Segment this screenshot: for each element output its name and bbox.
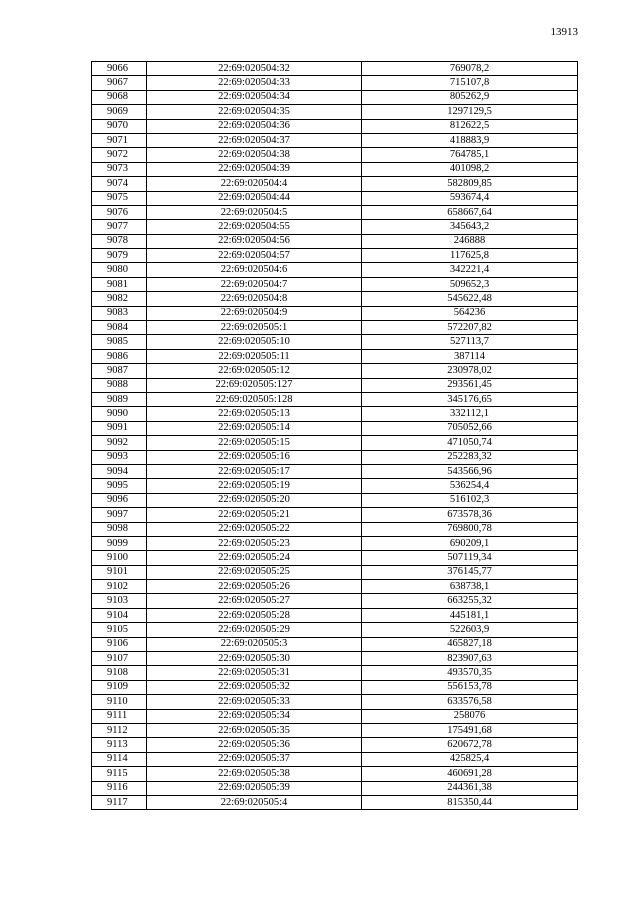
value-cell: 582809,85 <box>362 177 578 191</box>
table-body <box>92 62 578 810</box>
value-cell: 764785,1 <box>362 148 578 162</box>
value-cell: 516102,3 <box>362 493 578 507</box>
row-number-cell: 9113 <box>92 738 147 752</box>
row-number-cell: 9091 <box>92 421 147 435</box>
cadastral-number-cell: 22:69:020505:10 <box>147 335 362 349</box>
table-row <box>92 738 578 752</box>
row-number-cell: 9104 <box>92 608 147 622</box>
row-number-cell: 9069 <box>92 105 147 119</box>
value-cell: 673578,36 <box>362 508 578 522</box>
value-cell: 620672,78 <box>362 738 578 752</box>
row-number-cell: 9114 <box>92 752 147 766</box>
value-cell: 342221,4 <box>362 263 578 277</box>
table-row <box>92 292 578 306</box>
cadastral-number-cell: 22:69:020505:15 <box>147 436 362 450</box>
value-cell: 633576,58 <box>362 695 578 709</box>
cadastral-number-cell: 22:69:020504:34 <box>147 90 362 104</box>
table-row <box>92 321 578 335</box>
cadastral-number-cell: 22:69:020505:30 <box>147 652 362 666</box>
table-row <box>92 62 578 76</box>
table-row <box>92 277 578 291</box>
row-number-cell: 9084 <box>92 321 147 335</box>
cadastral-number-cell: 22:69:020505:4 <box>147 795 362 809</box>
value-cell: 246888 <box>362 234 578 248</box>
cadastral-number-cell: 22:69:020504:38 <box>147 148 362 162</box>
cadastral-number-cell: 22:69:020504:8 <box>147 292 362 306</box>
table-row <box>92 608 578 622</box>
table-row <box>92 551 578 565</box>
cadastral-number-cell: 22:69:020504:39 <box>147 162 362 176</box>
value-cell: 572207,82 <box>362 321 578 335</box>
cadastral-number-cell: 22:69:020504:9 <box>147 306 362 320</box>
cadastral-number-cell: 22:69:020505:39 <box>147 781 362 795</box>
table-row <box>92 263 578 277</box>
value-cell: 805262,9 <box>362 90 578 104</box>
cadastral-number-cell: 22:69:020505:27 <box>147 594 362 608</box>
row-number-cell: 9110 <box>92 695 147 709</box>
row-number-cell: 9071 <box>92 133 147 147</box>
table-row <box>92 436 578 450</box>
value-cell: 509652,3 <box>362 277 578 291</box>
cadastral-number-cell: 22:69:020505:25 <box>147 565 362 579</box>
table-row <box>92 479 578 493</box>
table-row <box>92 421 578 435</box>
cadastral-number-cell: 22:69:020505:29 <box>147 623 362 637</box>
table-row <box>92 652 578 666</box>
table-row <box>92 349 578 363</box>
cadastral-number-cell: 22:69:020505:14 <box>147 421 362 435</box>
value-cell: 401098,2 <box>362 162 578 176</box>
value-cell: 471050,74 <box>362 436 578 450</box>
row-number-cell: 9095 <box>92 479 147 493</box>
row-number-cell: 9076 <box>92 205 147 219</box>
row-number-cell: 9088 <box>92 378 147 392</box>
cadastral-number-cell: 22:69:020505:1 <box>147 321 362 335</box>
row-number-cell: 9080 <box>92 263 147 277</box>
table-row <box>92 637 578 651</box>
row-number-cell: 9085 <box>92 335 147 349</box>
table-row <box>92 220 578 234</box>
table-row <box>92 335 578 349</box>
row-number-cell: 9111 <box>92 709 147 723</box>
table-row <box>92 666 578 680</box>
row-number-cell: 9073 <box>92 162 147 176</box>
row-number-cell: 9086 <box>92 349 147 363</box>
cadastral-number-cell: 22:69:020505:22 <box>147 522 362 536</box>
row-number-cell: 9105 <box>92 623 147 637</box>
value-cell: 345176,65 <box>362 392 578 406</box>
row-number-cell: 9109 <box>92 680 147 694</box>
row-number-cell: 9096 <box>92 493 147 507</box>
table-row <box>92 148 578 162</box>
row-number-cell: 9087 <box>92 364 147 378</box>
table-row <box>92 623 578 637</box>
value-cell: 545622,48 <box>362 292 578 306</box>
value-cell: 252283,32 <box>362 450 578 464</box>
row-number-cell: 9107 <box>92 652 147 666</box>
table-row <box>92 781 578 795</box>
table-row <box>92 249 578 263</box>
value-cell: 556153,78 <box>362 680 578 694</box>
cadastral-number-cell: 22:69:020505:32 <box>147 680 362 694</box>
row-number-cell: 9112 <box>92 723 147 737</box>
cadastral-number-cell: 22:69:020504:33 <box>147 76 362 90</box>
table-row <box>92 407 578 421</box>
value-cell: 258076 <box>362 709 578 723</box>
cadastral-number-cell: 22:69:020505:20 <box>147 493 362 507</box>
row-number-cell: 9077 <box>92 220 147 234</box>
value-cell: 1297129,5 <box>362 105 578 119</box>
value-cell: 527113,7 <box>362 335 578 349</box>
value-cell: 593674,4 <box>362 191 578 205</box>
row-number-cell: 9067 <box>92 76 147 90</box>
row-number-cell: 9089 <box>92 392 147 406</box>
table-row <box>92 695 578 709</box>
row-number-cell: 9066 <box>92 62 147 76</box>
table-row <box>92 378 578 392</box>
cadastral-number-cell: 22:69:020505:28 <box>147 608 362 622</box>
row-number-cell: 9106 <box>92 637 147 651</box>
row-number-cell: 9070 <box>92 119 147 133</box>
cadastral-number-cell: 22:69:020504:35 <box>147 105 362 119</box>
row-number-cell: 9102 <box>92 580 147 594</box>
value-cell: 445181,1 <box>362 608 578 622</box>
value-cell: 244361,38 <box>362 781 578 795</box>
value-cell: 823907,63 <box>362 652 578 666</box>
cadastral-number-cell: 22:69:020505:23 <box>147 536 362 550</box>
table-row <box>92 306 578 320</box>
row-number-cell: 9098 <box>92 522 147 536</box>
table-row <box>92 464 578 478</box>
table-row <box>92 364 578 378</box>
cadastral-number-cell: 22:69:020504:44 <box>147 191 362 205</box>
value-cell: 663255,32 <box>362 594 578 608</box>
cadastral-number-cell: 22:69:020505:33 <box>147 695 362 709</box>
row-number-cell: 9117 <box>92 795 147 809</box>
row-number-cell: 9078 <box>92 234 147 248</box>
row-number-cell: 9081 <box>92 277 147 291</box>
row-number-cell: 9068 <box>92 90 147 104</box>
table-row <box>92 767 578 781</box>
value-cell: 460691,28 <box>362 767 578 781</box>
value-cell: 332112,1 <box>362 407 578 421</box>
row-number-cell: 9075 <box>92 191 147 205</box>
cadastral-number-cell: 22:69:020505:11 <box>147 349 362 363</box>
cadastral-number-cell: 22:69:020505:17 <box>147 464 362 478</box>
table-row <box>92 536 578 550</box>
row-number-cell: 9099 <box>92 536 147 550</box>
cadastral-number-cell: 22:69:020505:3 <box>147 637 362 651</box>
table-row <box>92 493 578 507</box>
cadastral-number-cell: 22:69:020505:34 <box>147 709 362 723</box>
cadastral-number-cell: 22:69:020505:12 <box>147 364 362 378</box>
value-cell: 418883,9 <box>362 133 578 147</box>
value-cell: 815350,44 <box>362 795 578 809</box>
cadastral-number-cell: 22:69:020505:19 <box>147 479 362 493</box>
table-row <box>92 119 578 133</box>
table-row <box>92 795 578 809</box>
value-cell: 638738,1 <box>362 580 578 594</box>
cadastral-number-cell: 22:69:020504:36 <box>147 119 362 133</box>
row-number-cell: 9103 <box>92 594 147 608</box>
row-number-cell: 9072 <box>92 148 147 162</box>
value-cell: 117625,8 <box>362 249 578 263</box>
cadastral-number-cell: 22:69:020505:31 <box>147 666 362 680</box>
table-row <box>92 177 578 191</box>
value-cell: 376145,77 <box>362 565 578 579</box>
table-row <box>92 234 578 248</box>
value-cell: 465827,18 <box>362 637 578 651</box>
row-number-cell: 9100 <box>92 551 147 565</box>
row-number-cell: 9074 <box>92 177 147 191</box>
value-cell: 564236 <box>362 306 578 320</box>
cadastral-number-cell: 22:69:020504:4 <box>147 177 362 191</box>
cadastral-number-cell: 22:69:020505:37 <box>147 752 362 766</box>
table-row <box>92 392 578 406</box>
value-cell: 522603,9 <box>362 623 578 637</box>
value-cell: 769078,2 <box>362 62 578 76</box>
cadastral-number-cell: 22:69:020504:6 <box>147 263 362 277</box>
value-cell: 425825,4 <box>362 752 578 766</box>
value-cell: 230978,02 <box>362 364 578 378</box>
value-cell: 387114 <box>362 349 578 363</box>
value-cell: 690209,1 <box>362 536 578 550</box>
page-number: 13913 <box>550 26 578 38</box>
cadastral-number-cell: 22:69:020504:55 <box>147 220 362 234</box>
value-cell: 715107,8 <box>362 76 578 90</box>
row-number-cell: 9094 <box>92 464 147 478</box>
value-cell: 658667,64 <box>362 205 578 219</box>
cadastral-number-cell: 22:69:020505:35 <box>147 723 362 737</box>
table-row <box>92 76 578 90</box>
row-number-cell: 9079 <box>92 249 147 263</box>
table-row <box>92 450 578 464</box>
value-cell: 175491,68 <box>362 723 578 737</box>
table-row <box>92 580 578 594</box>
cadastral-number-cell: 22:69:020504:5 <box>147 205 362 219</box>
cadastral-number-cell: 22:69:020505:21 <box>147 508 362 522</box>
table-row <box>92 508 578 522</box>
table-row <box>92 133 578 147</box>
value-cell: 705052,66 <box>362 421 578 435</box>
row-number-cell: 9097 <box>92 508 147 522</box>
table-row <box>92 191 578 205</box>
table-row <box>92 680 578 694</box>
table-row <box>92 752 578 766</box>
cadastral-number-cell: 22:69:020505:36 <box>147 738 362 752</box>
table-row <box>92 105 578 119</box>
table-row <box>92 90 578 104</box>
row-number-cell: 9082 <box>92 292 147 306</box>
table-row <box>92 565 578 579</box>
cadastral-number-cell: 22:69:020505:26 <box>147 580 362 594</box>
row-number-cell: 9093 <box>92 450 147 464</box>
row-number-cell: 9108 <box>92 666 147 680</box>
table-row <box>92 723 578 737</box>
cadastral-number-cell: 22:69:020505:127 <box>147 378 362 392</box>
cadastral-number-cell: 22:69:020504:57 <box>147 249 362 263</box>
value-cell: 812622,5 <box>362 119 578 133</box>
table-row <box>92 594 578 608</box>
cadastral-number-cell: 22:69:020505:13 <box>147 407 362 421</box>
table-row <box>92 522 578 536</box>
cadastral-number-cell: 22:69:020504:32 <box>147 62 362 76</box>
cadastral-number-cell: 22:69:020505:24 <box>147 551 362 565</box>
cadastral-number-cell: 22:69:020504:56 <box>147 234 362 248</box>
table-row <box>92 205 578 219</box>
value-cell: 543566,96 <box>362 464 578 478</box>
table-row <box>92 709 578 723</box>
value-cell: 769800,78 <box>362 522 578 536</box>
value-cell: 536254,4 <box>362 479 578 493</box>
cadastral-number-cell: 22:69:020504:37 <box>147 133 362 147</box>
value-cell: 493570,35 <box>362 666 578 680</box>
row-number-cell: 9101 <box>92 565 147 579</box>
table-row <box>92 162 578 176</box>
row-number-cell: 9116 <box>92 781 147 795</box>
row-number-cell: 9092 <box>92 436 147 450</box>
row-number-cell: 9090 <box>92 407 147 421</box>
value-cell: 293561,45 <box>362 378 578 392</box>
cadastral-number-cell: 22:69:020505:38 <box>147 767 362 781</box>
cadastral-number-cell: 22:69:020505:128 <box>147 392 362 406</box>
cadastral-number-cell: 22:69:020505:16 <box>147 450 362 464</box>
cadastral-number-cell: 22:69:020504:7 <box>147 277 362 291</box>
cadastral-value-table <box>91 61 578 810</box>
value-cell: 507119,34 <box>362 551 578 565</box>
row-number-cell: 9083 <box>92 306 147 320</box>
row-number-cell: 9115 <box>92 767 147 781</box>
value-cell: 345643,2 <box>362 220 578 234</box>
